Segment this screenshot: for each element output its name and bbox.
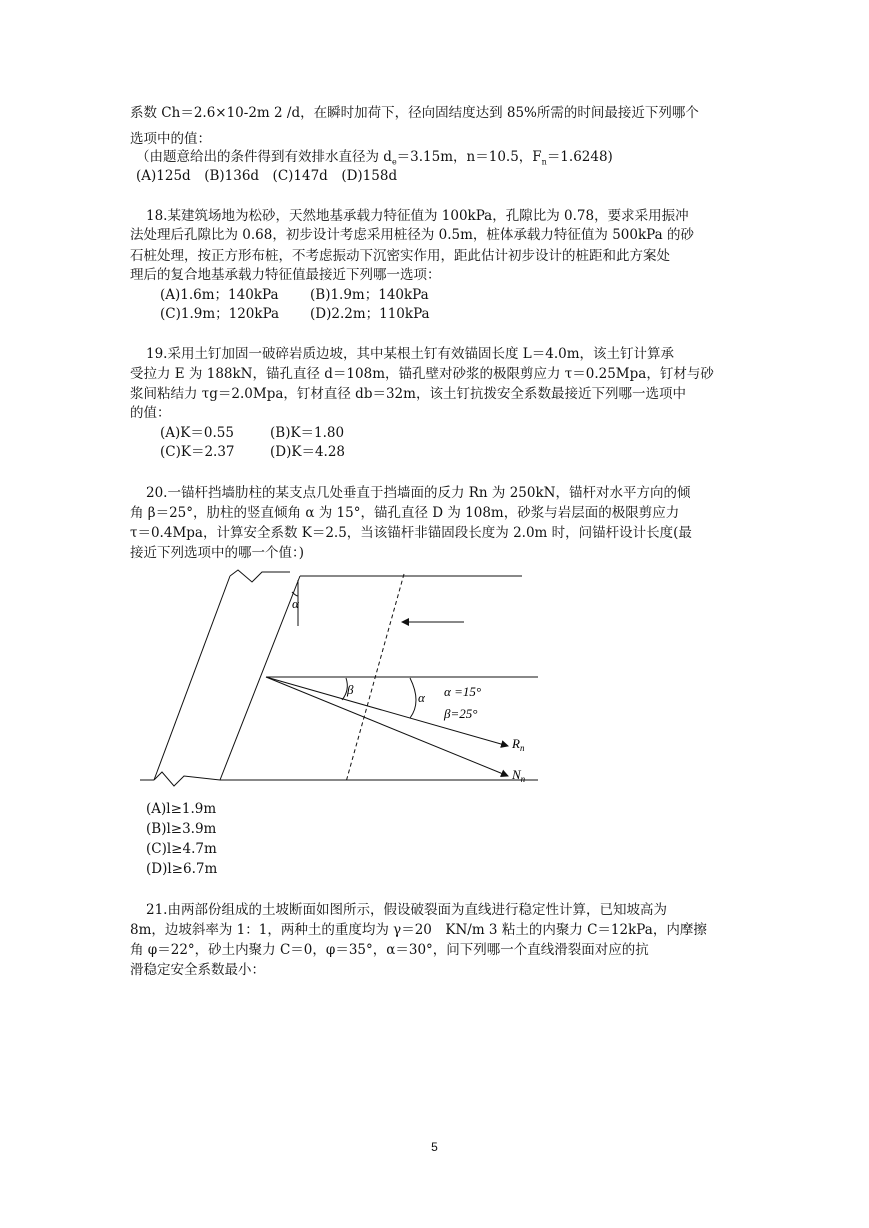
q21-line-2: 8m，边坡斜率为 1：1，两种土的重度均为 γ＝20 KN/m 3 粘土的内聚力 C＝12kPa，内摩擦 <box>130 922 707 938</box>
q17-note: （由题意给出的条件得到有效排水直径为 $d_e=3.15m$，n＝10.5，$F_n=1.6248$) <box>136 149 613 167</box>
nn-label: $N_n$ <box>512 767 526 784</box>
q20-option-c: (C)l≥4.7m <box>146 841 217 857</box>
q21-line-3: 角 φ＝22°，砂土内聚力 C＝0，φ＝35°，α＝30°，问下列哪一个直线滑裂面对应的抗 <box>130 942 649 958</box>
beta-value-label: β=25° <box>444 706 478 721</box>
q19-option-a: (A)K＝0.55 <box>160 425 234 441</box>
wall-back-face <box>154 576 230 780</box>
q19-line-2: 受拉力 E 为 188kN，锚孔直径 d＝108m，锚孔壁对砂浆的极限剪应力 τ＝0.25Mpa，钉材与砂 <box>130 366 714 382</box>
page-number: 5 <box>431 1140 438 1154</box>
q17-line-1: 系数 Ch＝2.6×10-2m 2 /d，在瞬时加荷下，径向固结度达到 85%所需的时间最接近下列哪个 <box>130 105 699 121</box>
base-break <box>154 772 220 786</box>
q19-option-d: (D)K＝4.28 <box>270 444 346 460</box>
q21-line-1: 21.由两部份组成的土坡断面如图所示，假设破裂面为直线进行稳定性计算，已知坡高为 <box>146 902 667 918</box>
q17-options: (A)125d (B)136d (C)147d (D)158d <box>136 168 398 184</box>
q17-line-2: 选项中的值： <box>130 131 211 147</box>
q19-option-c: (C)K＝2.37 <box>160 444 235 460</box>
slip-surface-dashed <box>346 574 404 782</box>
q18-line-3: 石桩处理，按正方形布桩，不考虑振动下沉密实作用，距此估计初步设计的桩距和此方案处 <box>130 248 670 264</box>
rn-label: $R_n$ <box>512 736 525 753</box>
q20-option-d: (D)l≥6.7m <box>146 861 218 877</box>
alpha-top-label: α <box>292 596 299 611</box>
q20-line-3: τ＝0.4Mpa，计算安全系数 K＝2.5，当该锚杆非锚固段长度为 2.0m 时，问锚杆设计长度(最 <box>130 525 692 541</box>
beta-label: β <box>347 682 354 697</box>
q18-line-1: 18.某建筑场地为松砂，天然地基承载力特征值为 100kPa，孔隙比为 0.78，要求采用振冲 <box>146 208 689 224</box>
q19-option-b: (B)K＝1.80 <box>270 425 345 441</box>
alpha-label: α <box>418 690 425 705</box>
q20-line-2: 角 β＝25°，肋柱的竖直倾角 α 为 15°，锚孔直径 D 为 108m，砂浆与岩层面的极限剪应力 <box>130 505 680 521</box>
q18-line-2: 法处理后孔隙比为 0.68，初步设计考虑采用桩径为 0.5m，桩体承载力特征值为 500kPa 的砂 <box>130 227 694 243</box>
q18-option-b: (B)1.9m；140kPa <box>310 287 429 303</box>
q18-option-c: (C)1.9m；120kPa <box>160 306 280 322</box>
q19-line-3: 浆间粘结力 τg＝2.0Mpa，钉材直径 db＝32m，该土钉抗拨安全系数最接近下列哪一选项中 <box>130 386 686 402</box>
q18-option-d: (D)2.2m；110kPa <box>310 306 430 322</box>
q18-line-4: 理后的复合地基承载力特征值最接近下列哪一选项： <box>130 267 441 283</box>
q21-line-4: 滑稳定安全系数最小： <box>130 962 265 978</box>
q18-option-a: (A)1.6m；140kPa <box>160 287 279 303</box>
wall-front-face <box>220 576 300 780</box>
q19-line-1: 19.采用土钉加固一破碎岩质边坡，其中某根土钉有效锚固长度 L＝4.0m，该土钉计算承 <box>146 346 674 362</box>
q20-line-1: 20.一锚杆挡墙肋柱的某支点几处垂直于挡墙面的反力 Rn 为 250kN，锚杆对水平方向的倾 <box>146 485 691 501</box>
wall-top-break <box>230 570 290 582</box>
anchor-wall-diagram <box>140 566 540 792</box>
alpha-value-label: α =15° <box>444 684 482 699</box>
q19-line-4: 的值： <box>130 405 171 421</box>
alpha-arc-lower <box>410 678 416 718</box>
q20-option-a: (A)l≥1.9m <box>146 801 217 817</box>
q20-option-b: (B)l≥3.9m <box>146 821 217 837</box>
q20-line-4: 接近下列选项中的哪一个值：) <box>130 545 305 561</box>
